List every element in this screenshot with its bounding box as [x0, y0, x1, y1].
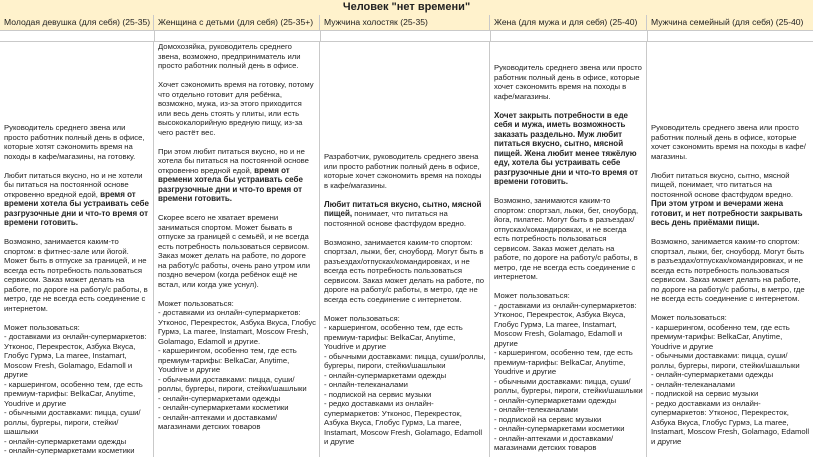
empty-cell[interactable] — [320, 31, 491, 41]
needs-highlight: При этом утром и вечерами жена готовит, и нет потребности закрывать весь день приёмами пищи. — [651, 199, 803, 227]
header-cell-wife[interactable]: Жена (для мужа и для себя) (25-40) — [490, 15, 647, 30]
cell-lifestyle: Возможно, занимается каким-то спортом: спортзал, лыжи, бег, сноуборд. Могут быть в разъездах/отпусках/командировках, и не всегда есть потребность пользоваться сервисом. Заказ может делать на работе, по дороге на работу/с работы, в метро, где не всегда есть соединение с интернетом. — [324, 237, 485, 304]
content-cell-single-man[interactable] — [320, 42, 490, 457]
empty-cell[interactable] — [0, 31, 155, 41]
header-row — [0, 15, 813, 31]
cell-intro: Руководитель среднего звена или просто работник полный день в офисе, которые хочет сэкономить время на походы в кафе/магазины. — [494, 63, 642, 101]
cell-intro: Разработчик, руководитель среднего звена или просто работник полный день в офисе, которые хочет сэкономить время на походы в кафе/магазины. — [324, 152, 482, 190]
cell-intro: Руководитель среднего звена или просто работник полный день в офисе, которые хочет сэкономить время на походы в кафе/магазины. — [651, 123, 806, 161]
cell-lifestyle: Скорее всего не хватает времени заниматься спортом. Может бывать в отпуске за границей с семьёй, и не всегда есть потребность пользоваться сервисом. Заказ может делать на работе, по дороге на работу/с работы, очень рано утром или поздно вечером (когда ребёнок ещё не встал, или когда уже уснул). — [158, 213, 311, 289]
cell-services: Может пользоваться: - каршерингом, особенно тем, где есть премиум-тарифы: BelkaCar, Anytime, Youdrive и другие - обычными доставками: пицца, суши/роллы, бургеры, пироги, стейки/шашлыки - онлайн-супермаркетами одежды - онлайн-телеканалами - подпиской на сервис музыки - редко доставками из онлайн-супермаркетов: Утконос, Перекресток, Азбука Вкуса, Глобус Гурмэ, La maree, Instamart, Moscow Fresh, Golamago, Edamoll и другие — [651, 313, 810, 446]
cell-needs — [158, 147, 316, 204]
content-cell-young-woman[interactable] — [0, 42, 154, 457]
content-cell-woman-with-kids[interactable] — [154, 42, 320, 457]
cell-save-time: Хочет сэкономить время на готовку, потому что отдельно готовит для ребёнка, возможно, мужа, из-за этого приходится или весь день стоять у плиты, или есть высококалорийную вредную пищу, из-за чего растёт вес. — [158, 80, 314, 137]
cell-lifestyle: Возможно, занимаются каким-то спортом: спортзал, лыжи, бег, сноуборд, йога, пилатес. Могут быть в разъездах/отпусках/командировках, и не всегда есть потребность пользоваться сервисом. Заказ может делать на работе, по дороге на работу/с работы, в метро, где не всегда есть соединение с интернетом. — [494, 196, 639, 281]
sheet-title: Человек "нет времени" — [0, 0, 813, 16]
header-cell-single-man[interactable]: Мужчина холостяк (25-35) — [320, 15, 490, 30]
header-cell-woman-with-kids[interactable]: Женщина с детьми (для себя) (25-35+) — [154, 15, 320, 30]
cell-services: Может пользоваться: - доставками из онлайн-супермаркетов: Утконос, Перекресток, Азбука Вкуса, Глобус Гурмэ, La maree, Instamart, Moscow Fresh, Golamago, Edamoll и другие. - каршерингом, особенно тем, где есть премиум-тарифы: BelkaCar, Anytime, Youdrive и другие - обычными доставками: пицца, суши/роллы, бургеры, пироги, стейки/шашлыки - онлайн-супермаркетами одежды - онлайн-супермаркетами косметики - онлайн-аптеками и доставками/магазинами детских товаров — [158, 298, 316, 431]
cell-services: Может пользоваться: - каршерингом, особенно тем, где есть премиум-тарифы: BelkaCar, Anytime, Youdrive и другие - обычными доставками: пицца, суши/роллы, бургеры, пироги, стейки/шашлыки - онлайн-супермаркетами одежды - онлайн-телеканалами - подпиской на сервис музыки - редко доставками из онлайн-супермаркетов: Утконос, Перекресток, Азбука Вкуса, Глобус Гурмэ, La maree, Instamart, Moscow Fresh, Golamago, Edamoll и другие — [324, 313, 486, 446]
empty-cell[interactable] — [154, 31, 321, 41]
needs-highlight: Любит питаться вкусно, сытно, мясной пищей, — [324, 199, 482, 218]
content-cell-family-man[interactable] — [647, 42, 813, 457]
empty-row — [0, 31, 813, 42]
cell-intro: Домохозяйка, руководитель среднего звена, возможно, предприниматель или просто работник полный день в офисе. — [158, 42, 301, 70]
needs-highlight: Хочет закрыть потребности в еде себя и мужа, иметь возможность заказать раздельно. Муж любит питаться вкусно, сытно, мясной пищей. Жена любит менее тяжёлую еду, хотела бы устраивать себе разгрузочные дни и что-то время от времени готовить. — [494, 110, 638, 186]
header-cell-young-woman[interactable]: Молодая девушка (для себя) (25-35) — [0, 15, 154, 30]
needs-text: Любит питаться вкусно, но и не хотели бы питаться на постоянной основе откровенно вредной едой, — [4, 170, 143, 199]
cell-needs — [651, 171, 810, 228]
cell-needs — [4, 171, 150, 228]
cell-services: Может пользоваться: - доставками из онлайн-супермаркетов: Утконос, Перекресток, Азбука Вкуса, Глобус Гурмэ, La maree, Instamart, Moscow Fresh, Golamago, Edamoll и другие - каршерингом, особенно тем, где есть премиум-тарифы: BelkaCar, Anytime, Youdrive и другие - обычными доставками: пицца, суши/роллы, бургеры, пироги, стейки/шашлыки - онлайн-супермаркетами одежды - онлайн-телеканалами - подпиской на сервис музыки - онлайн-супермаркетами косметики - онлайн-аптеками и доставками/магазинами детских товаров — [494, 291, 643, 452]
empty-cell[interactable] — [490, 31, 648, 41]
cell-needs — [324, 200, 486, 229]
needs-text: При этом любит питаться вкусно, но и не хотела бы питаться на постоянной основе откровенно вредной едой, — [158, 146, 309, 175]
cell-lifestyle: Возможно, занимается каким-то спортом: спортзал, лыжи, бег, сноуборд. Могут быть в разъездах/отпусках/командировках, и не всегда есть потребность пользоваться сервисом. Заказ может делать на работе, по дороге на работу/с работы, в метро, где не всегда есть соединение с интернетом. — [651, 237, 805, 303]
header-cell-family-man[interactable]: Мужчина семейный (для себя) (25-40) — [651, 17, 804, 27]
needs-text: Любит питаться вкусно, сытно, мясной пищей, понимает, что питаться на постоянной основе фастфудом вредно. — [651, 170, 793, 199]
cell-needs — [494, 111, 643, 187]
needs-text: понимает, что питаться на постоянной основе фастфудом вредно. — [324, 209, 466, 228]
cell-intro: Руководитель среднего звена или просто работник полный день в офисе, которые хотят сэкономить время на походы в кафе/магазины, на готовку. — [4, 123, 145, 161]
needs-highlight: время от времени хотела бы устраивать себе разгрузочные дни и что-то время от времени готовить. — [158, 165, 303, 203]
cell-services: Может пользоваться: - доставками из онлайн-супермаркетов: Утконос, Перекресток, Азбука Вкуса, Глобус Гурмэ, La maree, Instamart, Moscow Fresh, Golamago, Edamoll и другие - каршерингом, особенно тем, где есть премиум-тарифы: BelkaCar, Anytime, Youdrive и другие - обычными доставками: пицца, суши/роллы, бургеры, пироги, стейки/шашлыки - онлайн-супермаркетами одежды - онлайн-супермаркетами косметики — [4, 322, 147, 455]
cell-lifestyle: Возможно, занимается каким-то спортом: в фитнес-зале или йогой. Может быть в отпуске за границей, и не всегда есть потребность пользоваться сервисом. Заказ может делать на работе, по дороге на работу/с работы, в метро, где не всегда есть соединение с интернетом. — [4, 237, 148, 313]
content-cell-wife[interactable] — [490, 42, 647, 457]
needs-highlight: время от времени хотела бы устраивать себе разгрузочные дни и что-то время от времени готовить. — [4, 189, 149, 227]
